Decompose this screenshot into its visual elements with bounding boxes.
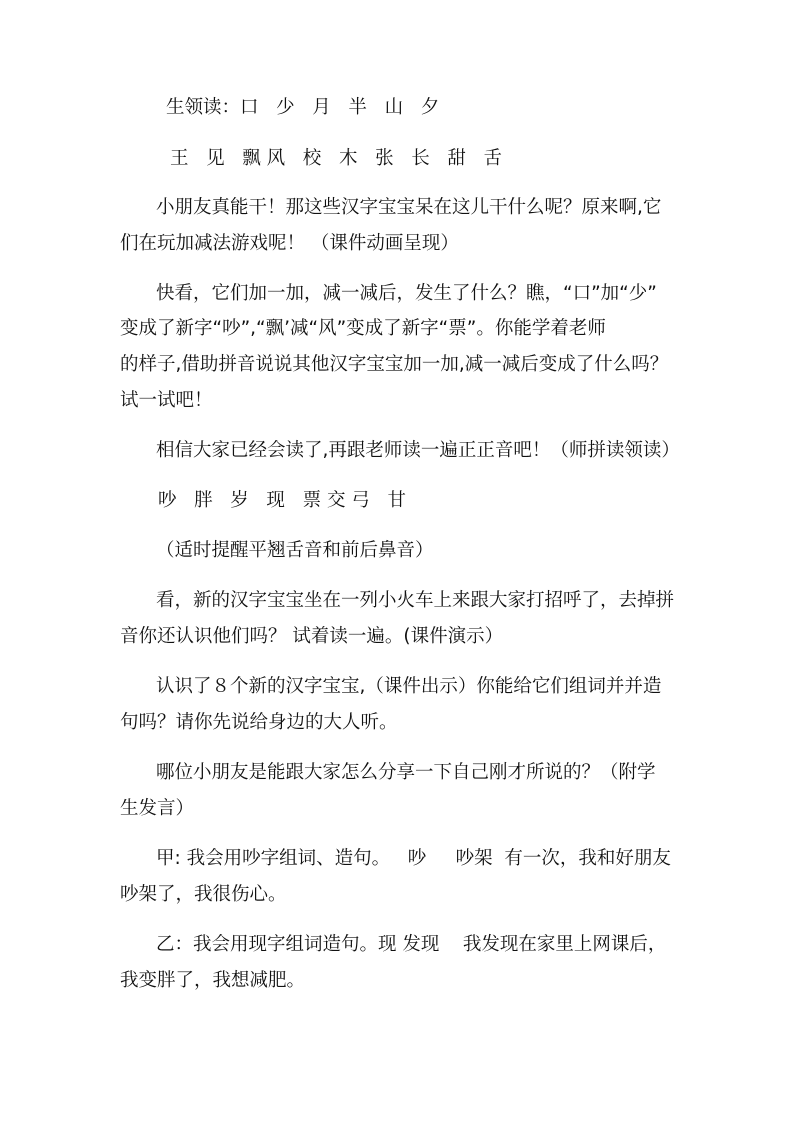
text-line: 乙：我会用现字组词造句。现 发现 我发现在家里上网课后， [156,934,667,955]
text-line: 们在玩加减法游戏呢！ （课件动画呈现） [120,233,459,254]
text-line: 试一试吧！ [120,390,213,411]
text-line: 变成了新字“吵”,“飘’减“风”变成了新字“票”。你能学着老师 [120,318,606,339]
text-line: 我变胖了，我想减肥。 [120,970,306,991]
text-line: 生领读：口 少 月 半 山 夕 [166,97,440,118]
text-line: 认识了８个新的汉字宝宝,（课件出示）你能给它们组词并并造 [156,676,662,697]
text-line: 吵 胖 岁 现 票 交 弓 甘 [158,490,406,511]
text-line: 的样子,借助拼音说说其他汉字宝宝加一加,减一减后变成了什么吗？ [120,354,669,375]
text-line: 句吗？请你先说给身边的大人听。 [120,712,398,733]
text-line: 看，新的汉字宝宝坐在一列小火车上来跟大家打招呼了，去掉拼 [156,590,675,611]
text-line: 生发言） [120,798,195,819]
text-line: 王 见 飘 风 校 木 张 长 甜 舌 [170,148,503,169]
text-line: 音你还认识他们吗？ 试着读一遍。(课件演示） [120,626,504,647]
text-line: 小朋友真能干！那这些汉字宝宝呆在这儿干什么呢？原来啊,它 [156,197,662,218]
text-line: （适时提醒平翘舌音和前后鼻音） [156,540,434,561]
text-line: 相信大家已经会读了,再跟老师读一遍正正音吧！（师拼读领读） [156,440,680,461]
text-line: 快看，它们加一加，减一减后，发生了什么？瞧，“口”加“少” [156,283,657,304]
text-line: 吵架了，我很伤心。 [120,884,287,905]
text-line: 哪位小朋友是能跟大家怎么分享一下自己刚才所说的？（附学 [156,762,656,783]
text-line: 甲: 我会用吵字组词、造句。 吵 吵架 有一次，我和好朋友 [156,848,671,869]
